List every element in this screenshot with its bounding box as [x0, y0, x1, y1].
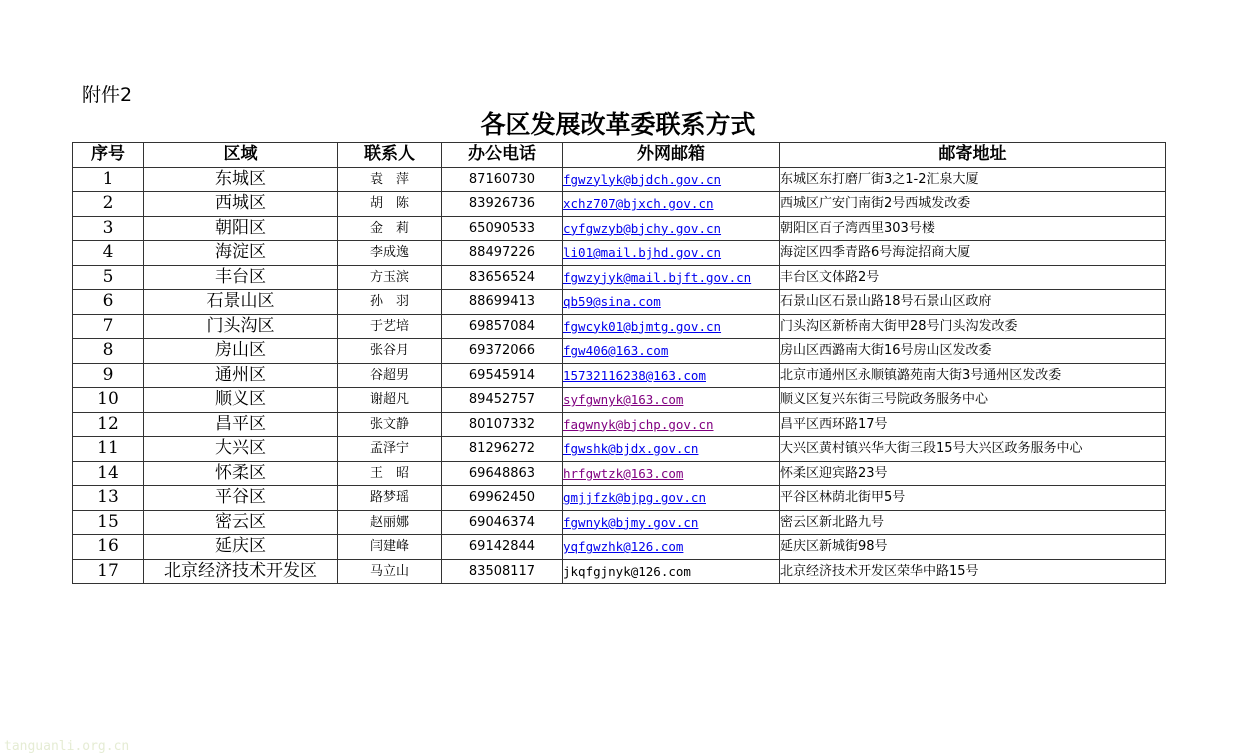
header-contact: 联系人 [338, 143, 442, 168]
row-address: 朝阳区百子湾西里303号楼 [780, 216, 1166, 241]
row-phone: 89452757 [442, 388, 563, 413]
row-address: 石景山区石景山路18号石景山区政府 [780, 290, 1166, 315]
row-district: 昌平区 [144, 412, 338, 437]
row-num: 2 [73, 192, 144, 217]
contacts-table [72, 142, 1166, 584]
row-address: 延庆区新城街98号 [780, 535, 1166, 560]
email-link[interactable]: gmjjfzk@bjpg.gov.cn [563, 490, 706, 506]
row-district: 丰台区 [144, 265, 338, 290]
row-address: 丰台区文体路2号 [780, 265, 1166, 290]
table-row [73, 535, 1166, 560]
row-num: 9 [73, 363, 144, 388]
email-link[interactable]: xchz707@bjxch.gov.cn [563, 196, 714, 212]
row-num: 8 [73, 339, 144, 364]
email-link[interactable]: syfgwnyk@163.com [563, 392, 684, 408]
row-phone: 69046374 [442, 510, 563, 535]
row-contact: 金 莉 [338, 216, 442, 241]
row-num: 16 [73, 535, 144, 560]
row-address: 海淀区四季青路6号海淀招商大厦 [780, 241, 1166, 266]
table-row [73, 290, 1166, 315]
row-contact: 赵丽娜 [338, 510, 442, 535]
row-phone: 87160730 [442, 167, 563, 192]
header-address: 邮寄地址 [780, 143, 1166, 168]
email-link[interactable]: fgwzyjyk@mail.bjft.gov.cn [563, 269, 752, 285]
row-contact: 胡 陈 [338, 192, 442, 217]
row-address: 顺义区复兴东街三号院政务服务中心 [780, 388, 1166, 413]
email-link[interactable]: fgwshk@bjdx.gov.cn [563, 441, 699, 457]
row-district: 西城区 [144, 192, 338, 217]
row-address: 密云区新北路九号 [780, 510, 1166, 535]
row-district: 通州区 [144, 363, 338, 388]
row-contact: 方玉滨 [338, 265, 442, 290]
table-row [73, 412, 1166, 437]
table-row [73, 461, 1166, 486]
row-contact: 孟泽宁 [338, 437, 442, 462]
table-row [73, 192, 1166, 217]
row-contact: 张文静 [338, 412, 442, 437]
row-phone: 69962450 [442, 486, 563, 511]
row-district: 朝阳区 [144, 216, 338, 241]
row-address: 门头沟区新桥南大街甲28号门头沟发改委 [780, 314, 1166, 339]
row-num: 10 [73, 388, 144, 413]
row-district: 顺义区 [144, 388, 338, 413]
row-address: 西城区广安门南街2号西城发改委 [780, 192, 1166, 217]
row-district: 石景山区 [144, 290, 338, 315]
table-row [73, 388, 1166, 413]
row-num: 11 [73, 437, 144, 462]
table-row [73, 559, 1166, 584]
row-contact: 李成逸 [338, 241, 442, 266]
email-link[interactable]: fgwzylyk@bjdch.gov.cn [563, 171, 722, 187]
row-district: 密云区 [144, 510, 338, 535]
row-phone: 69545914 [442, 363, 563, 388]
row-district: 东城区 [144, 167, 338, 192]
row-contact: 张谷月 [338, 339, 442, 364]
header-email: 外网邮箱 [563, 143, 780, 168]
row-address: 北京经济技术开发区荣华中路15号 [780, 559, 1166, 584]
row-phone: 88497226 [442, 241, 563, 266]
row-num: 6 [73, 290, 144, 315]
row-num: 4 [73, 241, 144, 266]
row-address: 怀柔区迎宾路23号 [780, 461, 1166, 486]
row-phone: 83656524 [442, 265, 563, 290]
table-header-row [73, 143, 1166, 168]
row-district: 房山区 [144, 339, 338, 364]
row-num: 13 [73, 486, 144, 511]
row-num: 12 [73, 412, 144, 437]
row-phone: 69372066 [442, 339, 563, 364]
table-row [73, 216, 1166, 241]
table-row [73, 314, 1166, 339]
row-address: 大兴区黄村镇兴华大街三段15号大兴区政务服务中心 [780, 437, 1166, 462]
header-num: 序号 [73, 143, 144, 168]
table-row [73, 339, 1166, 364]
email-link[interactable]: fgwnyk@bjmy.gov.cn [563, 514, 699, 530]
row-district: 怀柔区 [144, 461, 338, 486]
row-address: 北京市通州区永顺镇潞苑南大街3号通州区发改委 [780, 363, 1166, 388]
row-phone: 83926736 [442, 192, 563, 217]
row-contact: 谢超凡 [338, 388, 442, 413]
email-link[interactable]: fgw406@163.com [563, 343, 669, 359]
row-address: 房山区西潞南大街16号房山区发改委 [780, 339, 1166, 364]
row-contact: 谷超男 [338, 363, 442, 388]
row-contact: 孙 羽 [338, 290, 442, 315]
row-contact: 王 昭 [338, 461, 442, 486]
table-row [73, 437, 1166, 462]
page-title: 各区发展改革委联系方式 [480, 110, 756, 139]
table-row [73, 265, 1166, 290]
email-link[interactable]: qb59@sina.com [563, 294, 661, 310]
row-contact: 马立山 [338, 559, 442, 584]
row-phone: 69857084 [442, 314, 563, 339]
row-district: 北京经济技术开发区 [144, 559, 338, 584]
watermark: tanguanli.org.cn [4, 739, 130, 754]
row-num: 7 [73, 314, 144, 339]
email-link[interactable]: 15732116238@163.com [563, 367, 706, 383]
row-num: 17 [73, 559, 144, 584]
email-text: jkqfgjnyk@126.com [563, 563, 691, 579]
row-phone: 83508117 [442, 559, 563, 584]
email-link[interactable]: cyfgwzyb@bjchy.gov.cn [563, 220, 722, 236]
row-phone: 80107332 [442, 412, 563, 437]
email-link[interactable]: yqfgwzhk@126.com [563, 539, 684, 555]
row-district: 延庆区 [144, 535, 338, 560]
row-num: 3 [73, 216, 144, 241]
row-address: 平谷区林荫北街甲5号 [780, 486, 1166, 511]
email-link[interactable]: hrfgwtzk@163.com [563, 465, 684, 481]
row-contact: 袁 萍 [338, 167, 442, 192]
row-district: 门头沟区 [144, 314, 338, 339]
row-num: 15 [73, 510, 144, 535]
header-district: 区域 [144, 143, 338, 168]
table-row [73, 510, 1166, 535]
row-address: 昌平区西环路17号 [780, 412, 1166, 437]
row-num: 5 [73, 265, 144, 290]
attachment-label: 附件2 [82, 84, 133, 106]
row-phone: 69648863 [442, 461, 563, 486]
row-phone: 69142844 [442, 535, 563, 560]
row-district: 海淀区 [144, 241, 338, 266]
table-row [73, 486, 1166, 511]
row-address: 东城区东打磨厂街3之1-2汇泉大厦 [780, 167, 1166, 192]
row-phone: 88699413 [442, 290, 563, 315]
row-num: 1 [73, 167, 144, 192]
row-contact: 路梦瑶 [338, 486, 442, 511]
row-district: 平谷区 [144, 486, 338, 511]
row-district: 大兴区 [144, 437, 338, 462]
email-link[interactable]: fgwcyk01@bjmtg.gov.cn [563, 318, 722, 334]
row-phone: 65090533 [442, 216, 563, 241]
row-contact: 于艺培 [338, 314, 442, 339]
row-phone: 81296272 [442, 437, 563, 462]
header-phone: 办公电话 [442, 143, 563, 168]
table-row [73, 363, 1166, 388]
row-contact: 闫建峰 [338, 535, 442, 560]
email-link[interactable]: li01@mail.bjhd.gov.cn [563, 245, 722, 261]
email-link[interactable]: fagwnyk@bjchp.gov.cn [563, 416, 714, 432]
table-row [73, 167, 1166, 192]
row-num: 14 [73, 461, 144, 486]
table-row [73, 241, 1166, 266]
